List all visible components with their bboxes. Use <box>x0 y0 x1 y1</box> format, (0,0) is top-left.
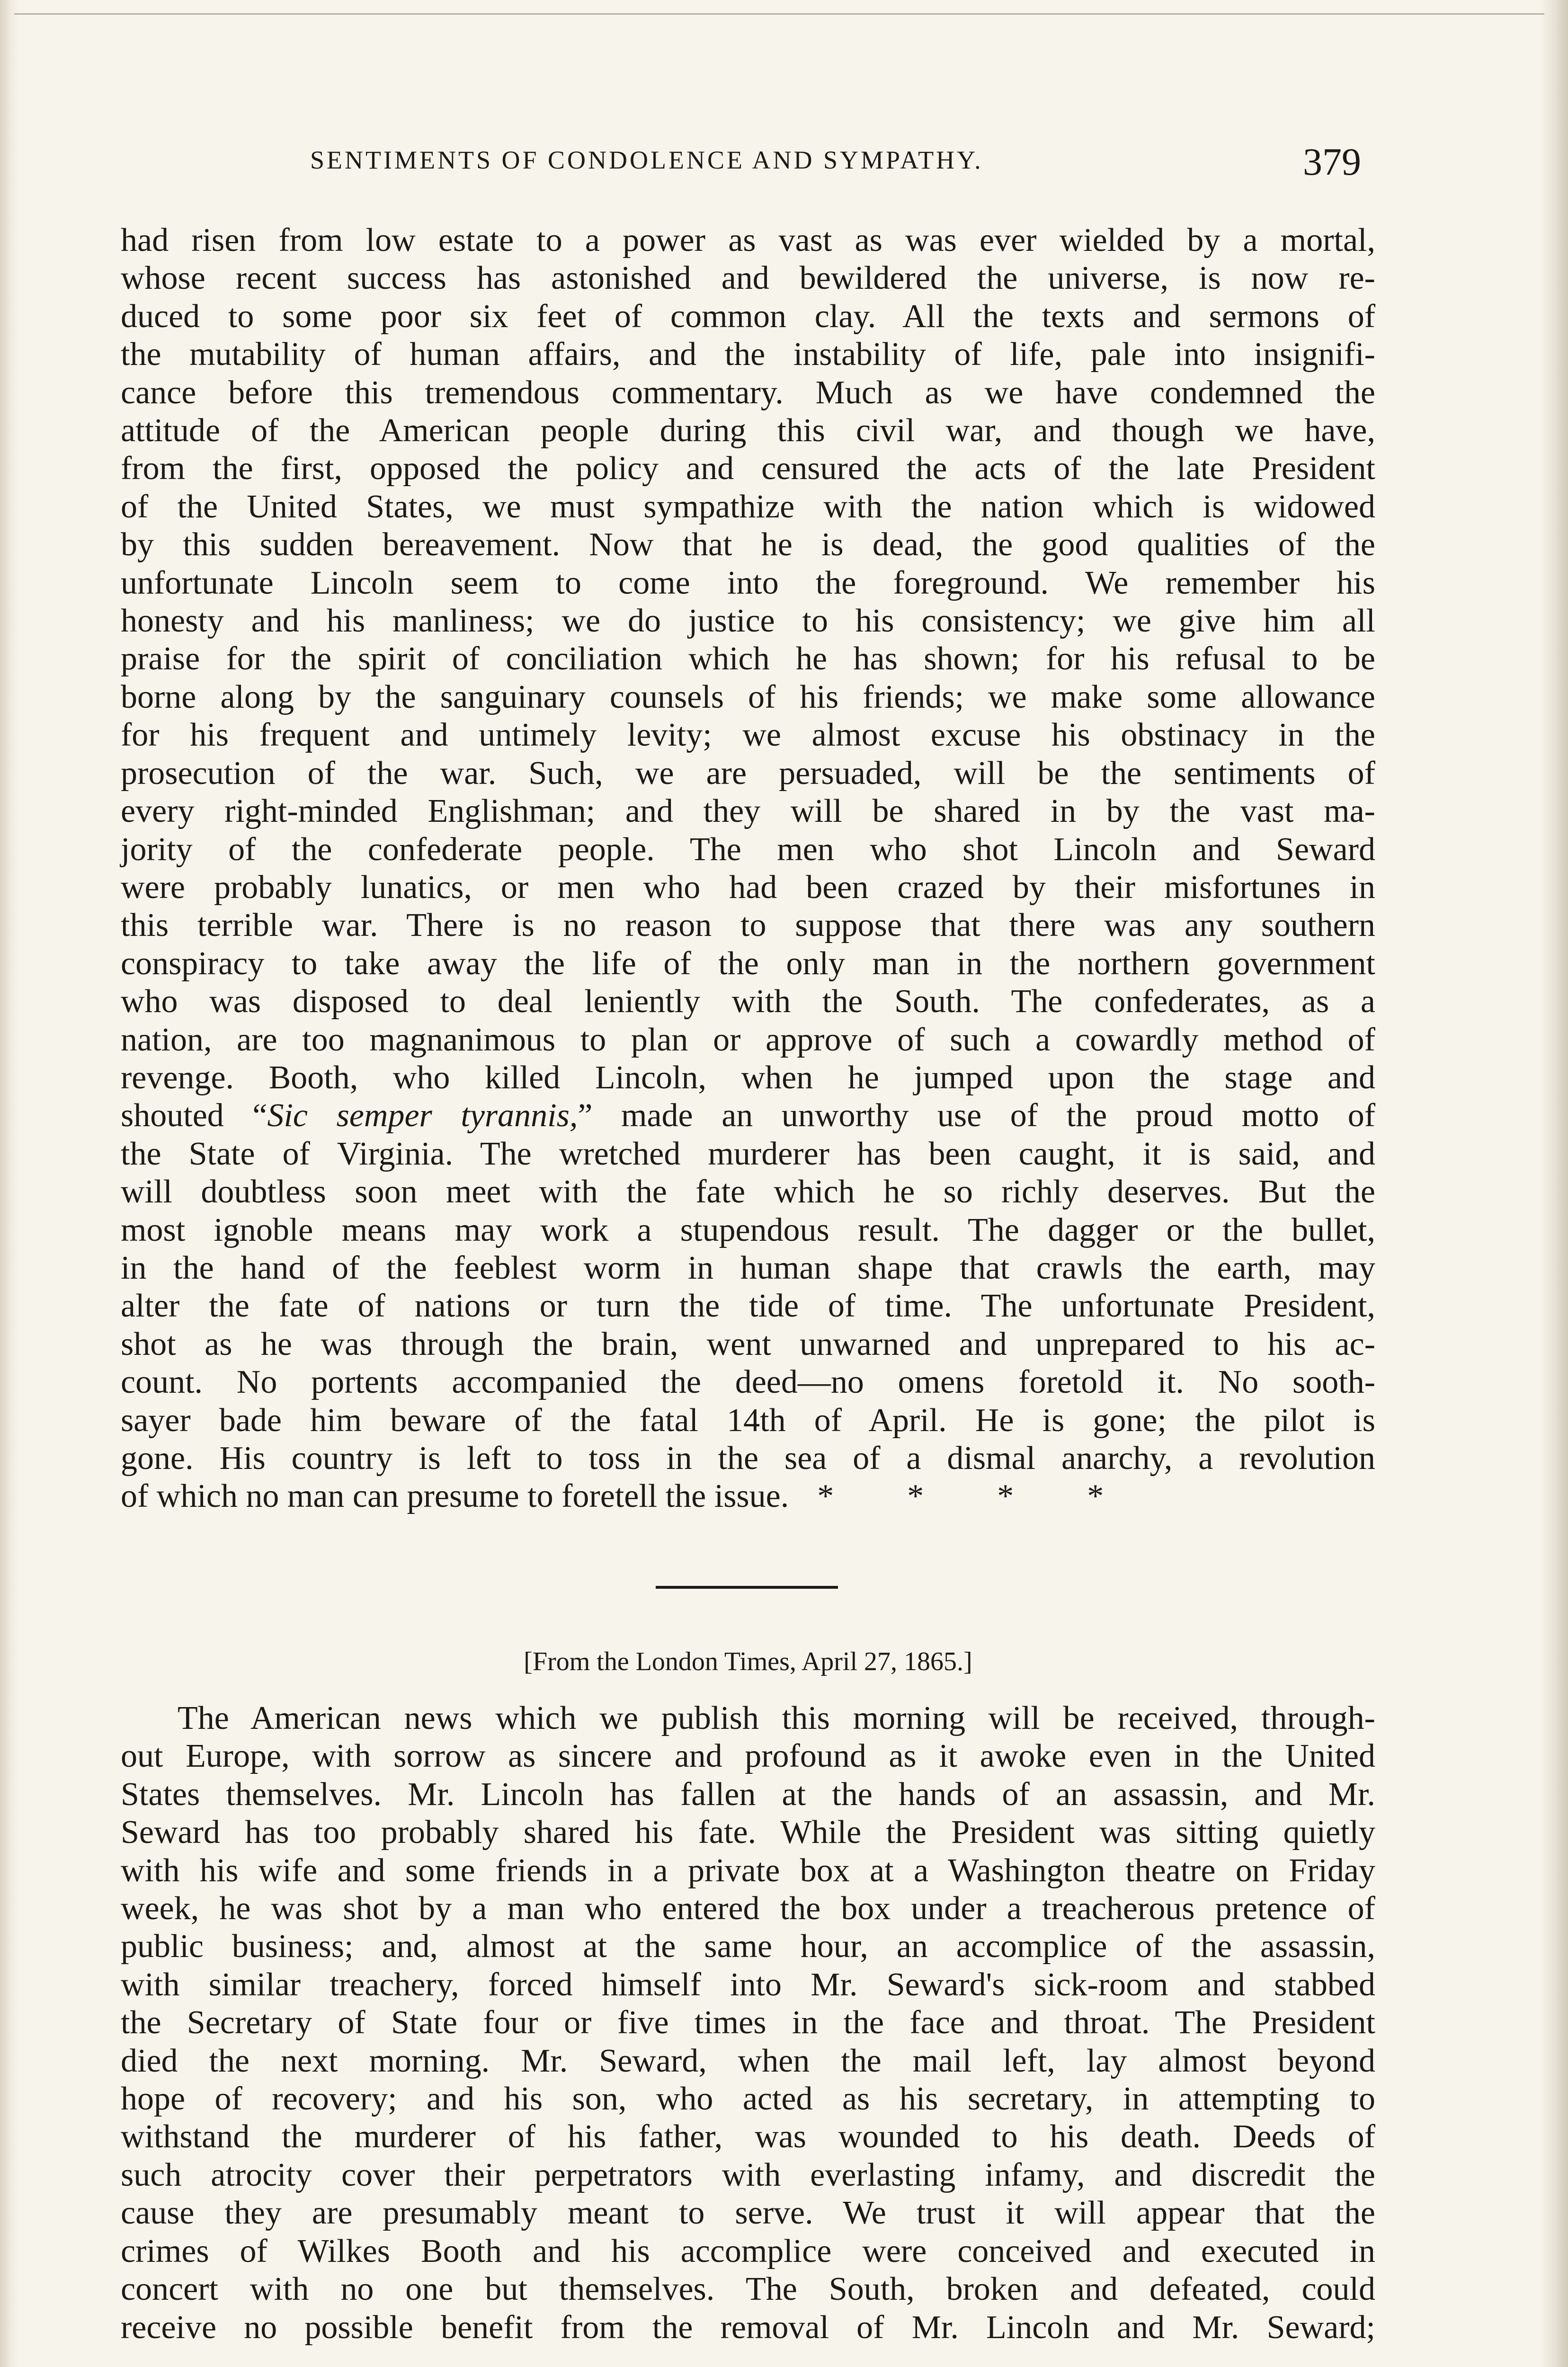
article-continuation <box>121 222 1375 1516</box>
text-line: from the first, opposed the policy and censured the acts of the late President <box>121 450 1375 487</box>
star-mark: * <box>1087 1478 1104 1515</box>
text-line: alter the fate of nations or turn the tide of time. The unfortunate President, <box>121 1288 1375 1325</box>
text-line: duced to some poor six feet of common clay. All the texts and sermons of <box>121 298 1375 335</box>
text-line: the State of Virginia. The wretched murderer has been caught, it is said, and <box>121 1135 1375 1172</box>
text-line: had risen from low estate to a power as vast as was ever wielded by a mortal, <box>121 222 1375 258</box>
text-line: who was disposed to deal leniently with the South. The confederates, as a <box>121 983 1375 1020</box>
star-mark: * <box>997 1478 1014 1515</box>
motto-italic: Sic semper tyrannis, <box>267 1097 578 1134</box>
text-line: unfortunate Lincoln seem to come into the foreground. We remember his <box>121 564 1375 601</box>
page-edge-top <box>14 13 1544 15</box>
text-line: the Secretary of State four or five times in the face and throat. The President <box>121 2004 1375 2041</box>
source-note: [From the London Times, April 27, 1865.] <box>524 1647 972 1676</box>
text-line: died the next morning. Mr. Seward, when the mail left, lay almost beyond <box>121 2042 1375 2079</box>
text-line: Seward has too probably shared his fate. While the President was sitting quietly <box>121 1814 1375 1851</box>
text-line: this terrible war. There is no reason to suppose that there was any southern <box>121 907 1375 944</box>
text-line: were probably lunatics, or men who had been crazed by their misfortunes in <box>121 869 1375 906</box>
text-line: jority of the confederate people. The men who shot Lincoln and Seward <box>121 831 1375 868</box>
text-line: conspiracy to take away the life of the only man in the northern government <box>121 945 1375 982</box>
text-line: States themselves. Mr. Lincoln has fallen at the hands of an assassin, and Mr. <box>121 1776 1375 1813</box>
text-line: concert with no one but themselves. The South, broken and defeated, could <box>121 2271 1375 2308</box>
text-line: attitude of the American people during this civil war, and though we have, <box>121 412 1375 449</box>
text-line: hope of recovery; and his son, who acted as his secretary, in attempting to <box>121 2081 1375 2118</box>
text-line: of the United States, we must sympathize with the nation which is widowed <box>121 488 1375 525</box>
text-line: for his frequent and untimely levity; we almost excuse his obstinacy in the <box>121 717 1375 754</box>
text-line: every right-minded Englishman; and they will be shared in by the vast ma- <box>121 793 1375 830</box>
text-line: gone. His country is left to toss in the sea of a dismal anarchy, a revolution <box>121 1440 1375 1477</box>
text-line: will doubtless soon meet with the fate which he so richly deserves. But the <box>121 1174 1375 1210</box>
text-line: by this sudden bereavement. Now that he is dead, the good qualities of the <box>121 526 1375 563</box>
motto-prefix: shouted “ <box>121 1097 267 1134</box>
text-line: with his wife and some friends in a private box at a Washington theatre on Friday <box>121 1852 1375 1889</box>
text-line: whose recent success has astonished and bewildered the universe, is now re- <box>121 260 1375 297</box>
page-edge-right <box>1540 0 1568 2367</box>
text-line: with similar treachery, forced himself into Mr. Seward's sick-room and stabbed <box>121 1966 1375 2003</box>
text-line: such atrocity cover their perpetrators with everlasting infamy, and discredit the <box>121 2156 1375 2193</box>
text-line: honesty and his manliness; we do justice to his consistency; we give him all <box>121 603 1375 640</box>
text-line: sayer bade him beware of the fatal 14th of April. He is gone; the pilot is <box>121 1402 1375 1439</box>
final-sentence: of which no man can presume to foretell the issue. <box>121 1478 789 1515</box>
text-line: shot as he was through the brain, went unwarned and unprepared to his ac- <box>121 1326 1375 1362</box>
text-line: withstand the murderer of his father, was wounded to his death. Deeds of <box>121 2118 1375 2155</box>
text-line: The American news which we publish this morning will be received, through- <box>178 1700 1375 1736</box>
text-line: prosecution of the war. Such, we are persuaded, will be the sentiments of <box>121 755 1375 792</box>
text-line-final <box>121 1477 1375 1515</box>
text-line: in the hand of the feeblest worm in human shape that crawls the earth, may <box>121 1249 1375 1286</box>
article-london-times <box>121 1700 1375 2347</box>
star-mark: * <box>907 1478 924 1515</box>
page-edge-left <box>0 0 19 2367</box>
text-line: crimes of Wilkes Booth and his accomplice were conceived and executed in <box>121 2233 1375 2269</box>
text-line: most ignoble means may work a stupendous result. The dagger or the bullet, <box>121 1211 1375 1248</box>
text-line-motto <box>121 1097 1375 1135</box>
text-line: cause they are presumably meant to serve. We trust it will appear that the <box>121 2195 1375 2232</box>
running-title: SENTIMENTS OF CONDOLENCE AND SYMPATHY. <box>310 146 983 174</box>
running-head <box>121 140 1375 187</box>
star-mark: * <box>817 1478 834 1515</box>
text-line: revenge. Booth, who killed Lincoln, when he jumped upon the stage and <box>121 1059 1375 1096</box>
text-line: nation, are too magnanimous to plan or approve of such a cowardly method of <box>121 1021 1375 1058</box>
page-number: 379 <box>1303 140 1361 183</box>
text-line: week, he was shot by a man who entered the box under a treacherous pretence of <box>121 1890 1375 1927</box>
text-line: praise for the spirit of conciliation which he has shown; for his refusal to be <box>121 641 1375 677</box>
text-line: the mutability of human affairs, and the instability of life, pale into insignifi- <box>121 336 1375 373</box>
motto-suffix: ” made an unworthy use of the proud motto of <box>578 1097 1376 1134</box>
text-line: borne along by the sanguinary counsels of his friends; we make some allowance <box>121 678 1375 715</box>
text-line: public business; and, almost at the same hour, an accomplice of the assassin, <box>121 1928 1375 1965</box>
text-line: cance before this tremendous commentary. Much as we have condemned the <box>121 374 1375 411</box>
text-line: out Europe, with sorrow as sincere and profound as it awoke even in the United <box>121 1738 1375 1775</box>
section-separator-rule <box>656 1586 838 1589</box>
text-line: count. No portents accompanied the deed—no omens foretold it. No sooth- <box>121 1364 1375 1401</box>
ellipsis-stars <box>817 1477 1177 1515</box>
text-line: receive no possible benefit from the removal of Mr. Lincoln and Mr. Seward; <box>121 2309 1375 2346</box>
